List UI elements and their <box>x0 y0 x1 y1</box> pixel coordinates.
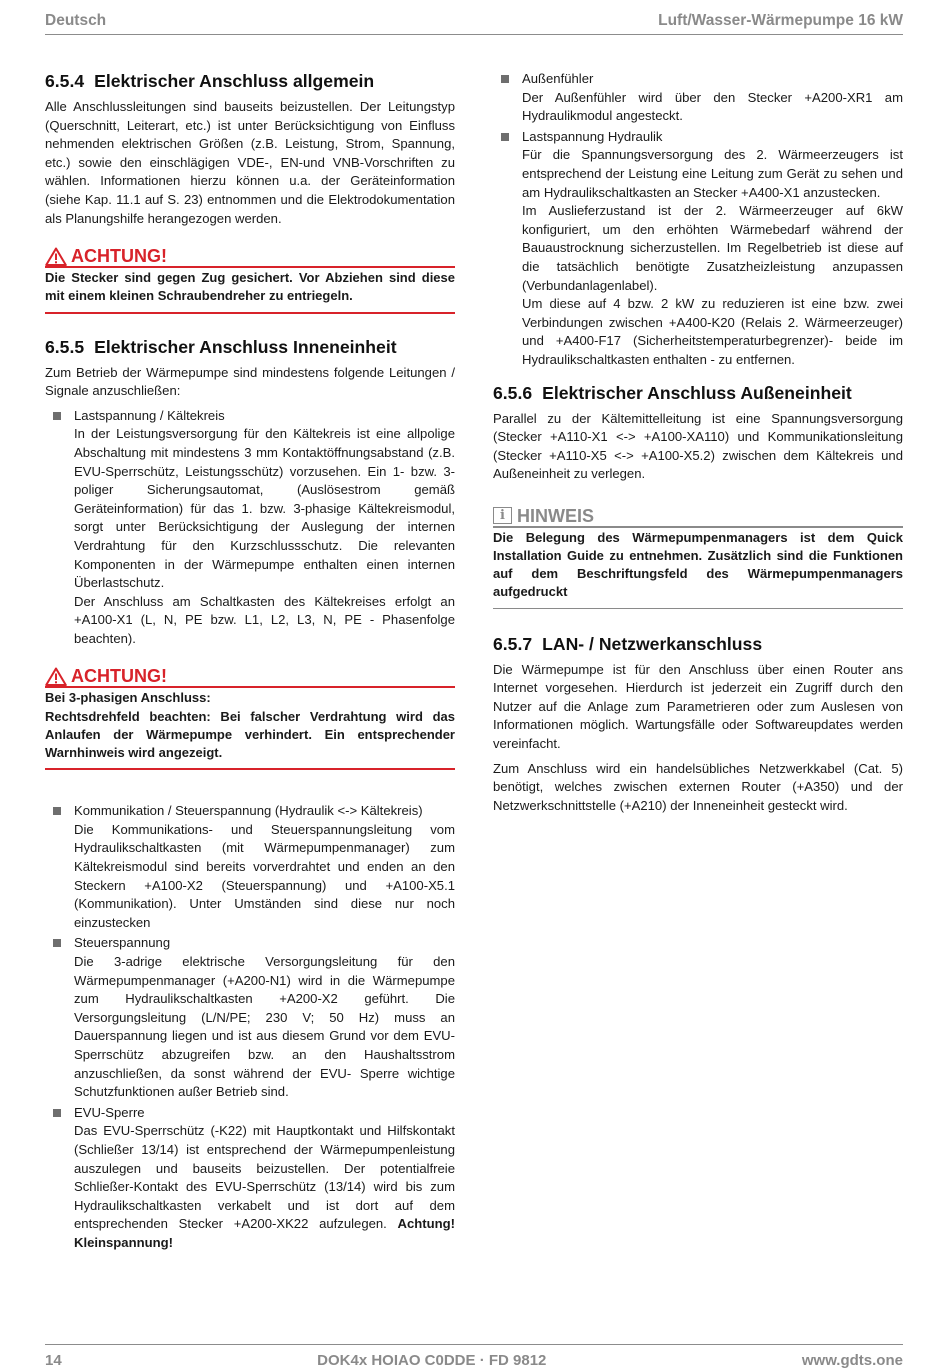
list-item-text: Um diese auf 4 bzw. 2 kW zu reduzieren ist eine bzw. zwei Verbindungen zwischen +A400-K20 (Relais 2. Wärmeerzeuger) und +A400-F17 (Sicherheitstemperaturbegrenzer)- beide im Hydraulikschaltkasten enthalten - zu entfernen. <box>522 296 903 367</box>
section-6-5-6-text: Parallel zu der Kältemittelleitung ist eine Spannungsversorgung (Stecker +A110-X1 <-> +A100-XA110) und Kommunikationsleitung (Stecker +A110-X5 <-> +A100-X5.2) zwischen dem Kältekreis und Außeneinheit zu verlegen. <box>493 410 903 482</box>
left-column <box>45 70 455 1255</box>
warning-body <box>45 268 455 313</box>
page-footer <box>45 1344 903 1369</box>
section-number: 6.5.7 <box>493 633 533 654</box>
warning-triangle-icon <box>45 247 67 266</box>
page-number: 14 <box>45 1352 62 1369</box>
list-item-text: Der Anschluss am Schaltkasten des Kältekreises erfolgt an +A100-X1 (L, N, PE bzw. L1, L2, L3, N, PE - Phasenfolge beachten). <box>74 593 455 646</box>
section-6-5-4-text: Alle Anschlussleitungen sind bauseits beizustellen. Der Leitungstyp (Querschnitt, Leiterart, etc.) ist unter Berücksichtigung von Einfluss nehmenden elektrischen Größen (z.B. Leistung, Strom, Spannung, etc.) sowie den einschlägigen VDE-, EN-und VNB-Vorschriften zu wählen. Informationen hierzu können u.a. der Geräteinformation (siehe Kap. 11.1 auf S. 23) entnommen und die Elektrodokumentation als Planungshilfe herangezogen werden. <box>45 99 455 226</box>
connection-list-1 <box>45 407 455 649</box>
page-header <box>45 8 903 35</box>
list-item <box>493 128 903 370</box>
section-number: 6.5.5 <box>45 336 85 357</box>
list-item-title: EVU-Sperre <box>74 1104 145 1120</box>
hint-body: Die Belegung des Wärmepumpenmanagers ist dem Quick Installation Guide zu entnehmen. Zusätzlich sind die Funktionen auf dem Beschriftungsfeld des Wärmepumpenmanagers aufgedruckt <box>493 528 903 609</box>
section-6-5-7-text-1: Die Wärmepumpe ist für den Anschluss über einen Router ans Internet vorgesehen. Hierdurch ist jederzeit ein Zugriff durch den Nutzer auf die Anlage zum Parametrieren oder zum Auslesen von Informationen möglich. Wartungsfälle oder Softwareupdates werden vereinfacht. <box>493 661 903 752</box>
section-6-5-7-heading <box>493 633 903 655</box>
warning-line: Rechtsdrehfeld beachten: Bei falscher Verdrahtung wird das Anlaufen der Wärmepumpe verhindert. Ein entsprechender Warnhinweis wird angezeigt. <box>45 708 455 761</box>
list-item <box>45 407 455 649</box>
section-6-5-5-intro: Zum Betrieb der Wärmepumpe sind mindestens folgende Leitungen / Signale anzuschließen: <box>45 364 455 399</box>
section-6-5-5-heading <box>45 336 455 358</box>
list-item-title: Lastspannung / Kältekreis <box>74 407 225 423</box>
warning-text: Die Stecker sind gegen Zug gesichert. Vor Abziehen sind diese mit einem kleinen Schraubendreher zu entriegeln. <box>45 270 455 304</box>
list-item <box>45 1104 455 1253</box>
warning-body <box>45 688 455 770</box>
warning-triangle-icon <box>45 667 67 686</box>
header-language: Deutsch <box>45 12 107 29</box>
right-column <box>493 70 903 821</box>
warning-box-3-phase <box>45 666 455 770</box>
list-item-text <box>74 1122 455 1252</box>
warning-title-text: ACHTUNG! <box>71 666 167 687</box>
section-number: 6.5.4 <box>45 71 85 91</box>
warning-title-text: ACHTUNG! <box>71 246 167 267</box>
warning-title <box>45 666 455 688</box>
hint-title <box>493 506 903 528</box>
list-item-title: Kommunikation / Steuerspannung (Hydraulik <-> Kältekreis) <box>74 803 423 819</box>
list-item-text: Die 3-adrige elektrische Versorgungsleitung für den Wärmepumpenmanager (+A200-N1) wird in die Wärmepumpe zum Hydraulikschaltkasten +A200-X2 geführt. Die Versorgungsleitung (L/N/PE; 230 V; 50 Hz) muss an Dauerspannung liegen und ist aus diesem Grund vor dem EVU-Sperrschütz abzugreifen bzw. an den Haushaltsstrom anzuschließen, da sonst während der EVU- Sperre wichtige Schutzfunktionen außer Betrieb sind. <box>74 954 455 1100</box>
list-item <box>493 70 903 126</box>
list-item-text: Für die Spannungsversorgung des 2. Wärmeerzeugers ist entsprechend der Leistung eine Leitung zum Gerät zu sehen und am Hydraulikschaltkasten an Stecker +A400-X1 anzustecken. <box>522 147 903 200</box>
list-item-text: In der Leistungsversorgung für den Kältekreis ist eine allpolige Abschaltung mit mindestens 3 mm Kontaktöffnungsabstand (z.B. EVU-Sperrschütz, Leistungsschütz) vorzusehen. Ein 1- bzw. 3-poliger Sicherungsautomat, (Auslösestrom gemäß Geräteinformation) für das 1. bzw. 3-phasige Kältekreismodul, sorgt unter Berücksichtigung der Auslegung der internen Verdrahtung für den Kurzschlussschutz. Die relevanten Komponenten in der Wärmepumpe enthalten einen internen Überlastschutz. <box>74 426 455 591</box>
info-icon: i <box>493 507 512 524</box>
warning-box-connectors <box>45 246 455 313</box>
document-code: DOK4x HOIAO C0DDE · FD 9812 <box>317 1352 547 1369</box>
list-item <box>45 934 455 1101</box>
list-item-title: Lastspannung Hydraulik <box>522 128 663 144</box>
section-title: LAN- / Netzwerkanschluss <box>542 633 763 654</box>
website-link[interactable]: www.gdts.one <box>801 1352 903 1369</box>
list-item-title: Außenfühler <box>522 71 594 86</box>
list-item-text-bold: Achtung! Kleinspannung! <box>74 1216 455 1250</box>
list-item-text-main: Das EVU-Sperrschütz (-K22) mit Hauptkontakt und Hilfskontakt (Schließer 13/14) ist entsprechend der Wärmepumpenleistung auszulegen und bauseits beizustellen. Der potentialfreie Schließer-Kontakt des EVU-Sperrschütz (13/14) wird bis zum Hydraulikschaltkasten verkabelt und ist dort auf dem entsprechenden Stecker +A200-XK22 aufzulegen. <box>74 1123 455 1232</box>
connection-list-2 <box>45 802 455 1252</box>
hint-title-text: HINWEIS <box>517 505 595 526</box>
section-title: Elektrischer Anschluss allgemein <box>94 71 375 91</box>
list-item-text: Im Auslieferzustand ist der 2. Wärmeerzeuger auf 6kW konfiguriert, um den erhöhten Wärmebedarf während der Bauaustrocknung sicherzustellen. Im Regelbetrieb ist diese auf die tatsächlich benötigte Zusatzheizleistung anzupassen (Verbundanlagenlabel). <box>522 203 903 293</box>
warning-line: Bei 3-phasigen Anschluss: <box>45 690 211 706</box>
section-title: Elektrischer Anschluss Inneneinheit <box>94 336 397 357</box>
warning-title <box>45 246 455 268</box>
list-item-title: Steuerspannung <box>74 935 171 951</box>
section-6-5-6-heading <box>493 382 903 404</box>
connection-list-3 <box>493 70 903 370</box>
hint-box <box>493 506 903 609</box>
section-6-5-4-heading <box>45 70 455 92</box>
section-number: 6.5.6 <box>493 382 533 403</box>
list-item-text: Die Kommunikations- und Steuerspannungsleitung vom Hydraulikschaltkasten (mit Wärmepumpenmanager) zum Kältekreismodul sind bereits vorverdrahtet und enden an den Steckern +A100-X2 (Steuerspannung) und +A100-X5.1 (Kommunikation). Unter Umständen sind diese nur noch einzustecken <box>74 821 455 930</box>
section-6-5-7-text-2: Zum Anschluss wird ein handelsübliches Netzwerkkabel (Cat. 5) benötigt, welches zwischen externen Router (+A350) und der Netzwerkschnittstelle (+A210) der Inneneinheit gesteckt wird. <box>493 760 903 813</box>
section-title: Elektrischer Anschluss Außeneinheit <box>542 382 852 403</box>
list-item-text: Der Außenfühler wird über den Stecker +A200-XR1 am Hydraulikmodul angesteckt. <box>522 89 903 124</box>
header-product: Luft/Wasser-Wärmepumpe 16 kW <box>658 12 903 29</box>
list-item <box>45 802 455 932</box>
